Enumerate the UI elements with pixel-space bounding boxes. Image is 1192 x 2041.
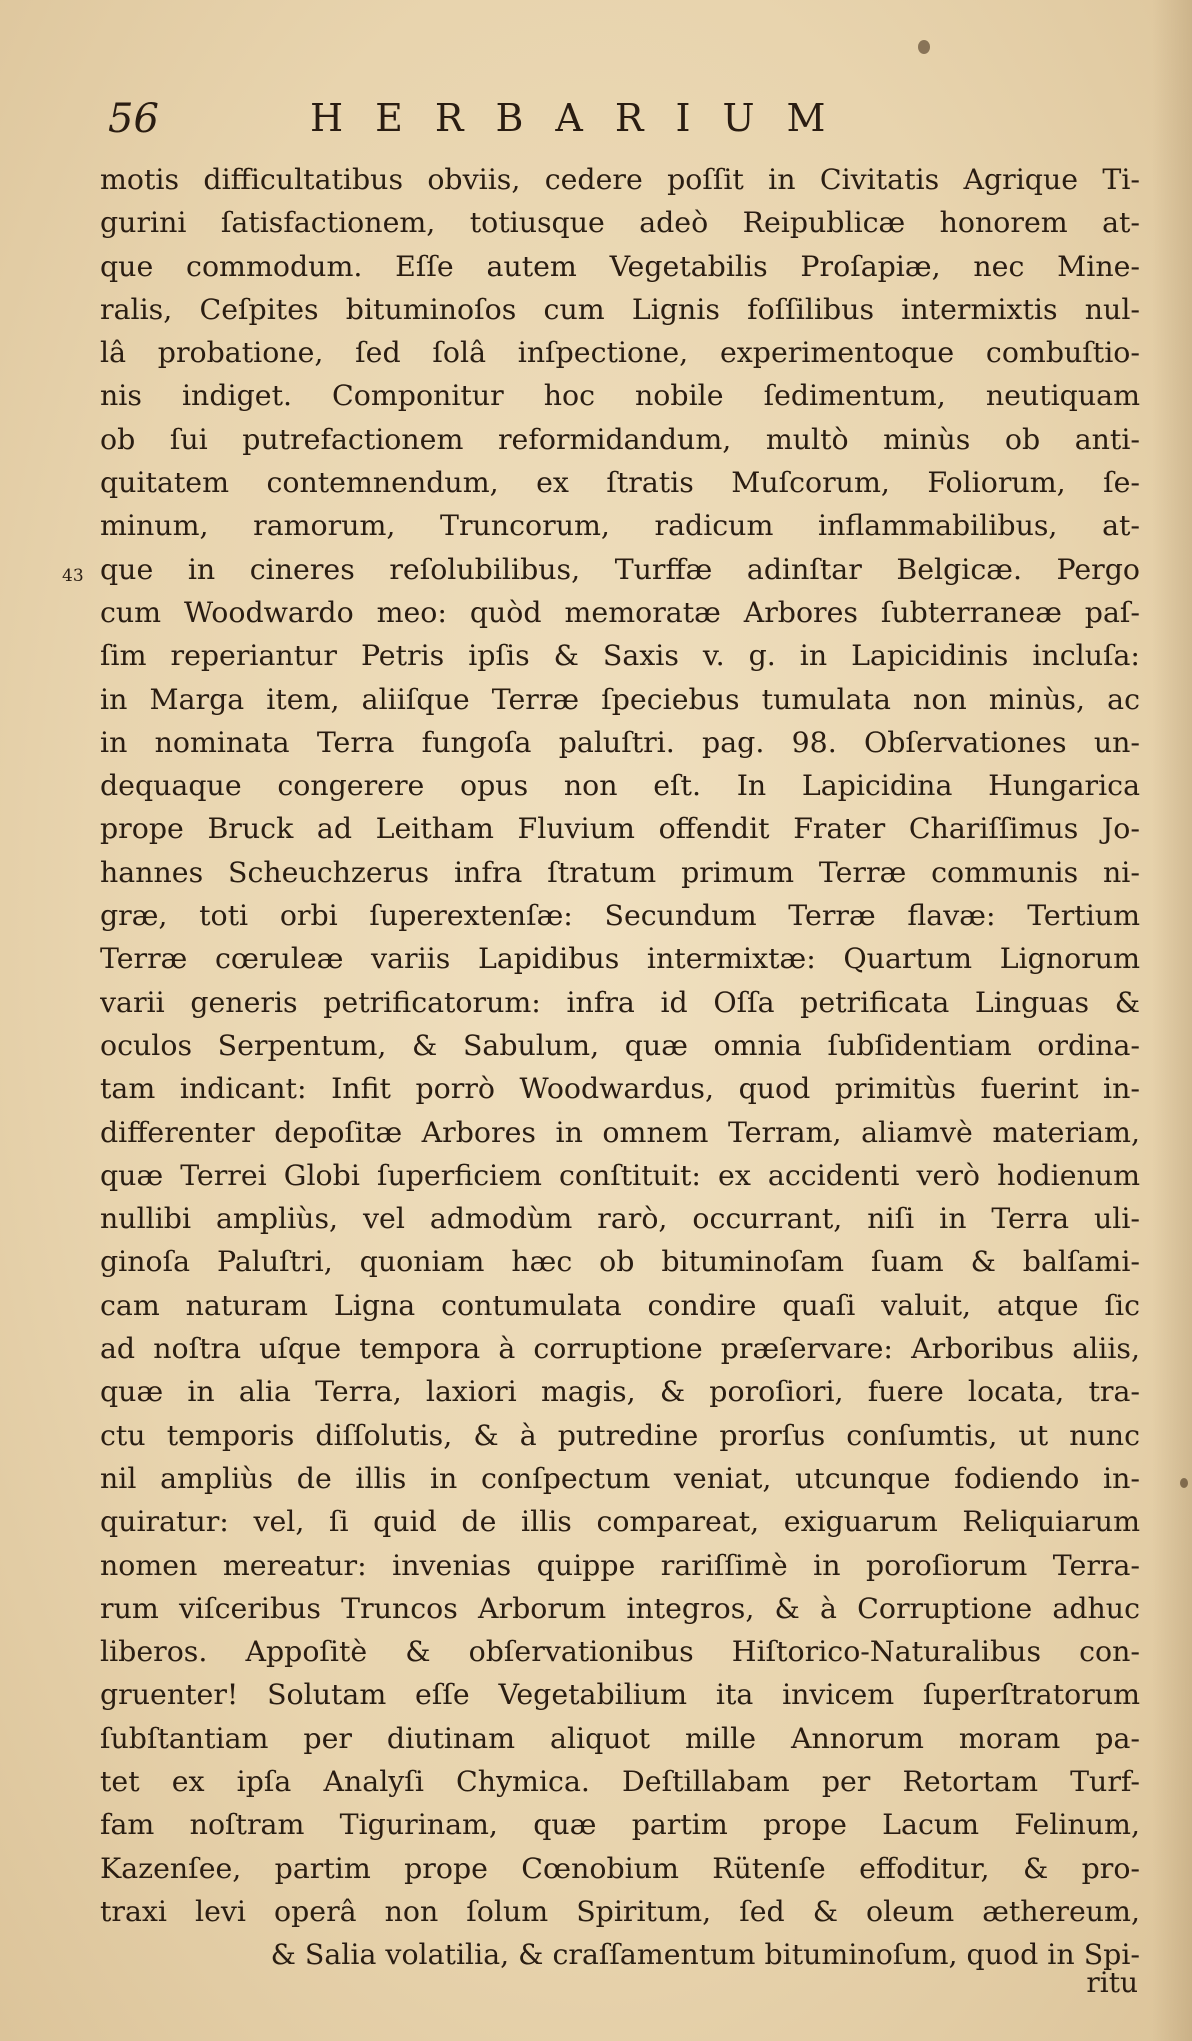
text-line: nullibi ampliùs, vel admodùm rarò, occurrant, niſi in Terra uli- <box>100 1202 1140 1236</box>
text-line: quiratur: vel, ſi quid de illis compareat, exiguarum Reliquiarum <box>100 1505 1140 1539</box>
text-line: quitatem contemnendum, ex ſtratis Muſcorum, Foliorum, ſe- <box>100 466 1140 500</box>
text-line: ob ſui putrefactionem reformidandum, multò minùs ob anti- <box>100 422 1140 456</box>
text-line: gurini ſatisfactionem, totiusque adeò Reipublicæ honorem at- <box>100 206 1140 240</box>
text-line: differenter depoſitæ Arbores in omnem Terram, aliamvè materiam, <box>100 1115 1140 1149</box>
text-line: gruenter! Solutam eſſe Vegetabilium ita invicem ſuperſtratorum <box>100 1678 1140 1712</box>
text-line: motis difficultatibus obviis, cedere poſſit in Civitatis Agrique Ti- <box>100 163 1140 196</box>
text-line: nomen mereatur: invenias quippe rariſſimè in poroſiorum Terra- <box>100 1548 1140 1582</box>
text-line: cam naturam Ligna contumulata condire quaſi valuit, atque ſic <box>100 1288 1140 1322</box>
text-line: que commodum. Eſſe autem Vegetabilis Proſapiæ, nec Mine- <box>100 249 1140 283</box>
text-line: lâ probatione, ſed ſolâ inſpectione, experimentoque combuſtio- <box>100 336 1140 370</box>
body-text <box>100 158 1140 1976</box>
text-line: prope Bruck ad Leitham Fluvium offendit Frater Chariſſimus Jo- <box>100 812 1140 846</box>
text-line: fam noſtram Tigurinam, quæ partim prope Lacum Felinum, <box>100 1808 1140 1842</box>
text-line: ralis, Ceſpites bituminoſos cum Lignis foſſilibus intermixtis nul- <box>100 292 1140 326</box>
text-line: minum, ramorum, Truncorum, radicum inflammabilibus, at- <box>100 509 1140 543</box>
page-number: 56 <box>108 96 159 142</box>
page-header <box>100 96 1140 156</box>
text-line: traxi levi operâ non ſolum Spiritum, ſed & oleum æthereum, <box>100 1894 1140 1928</box>
text-line: ſubſtantiam per diutinam aliquot mille Annorum moram pa- <box>100 1721 1140 1755</box>
ink-spot <box>1180 1478 1188 1488</box>
text-line: & Salia volatilia, & craſſamentum bituminoſum, quod in Spi- <box>270 1938 1140 1972</box>
text-line: Kazenſee, partim prope Cœnobium Rütenſe effoditur, & pro- <box>100 1851 1140 1885</box>
text-line: in nominata Terra fungoſa paluſtri. pag. 98. Obſervationes un- <box>100 725 1140 759</box>
text-line: oculos Serpentum, & Sabulum, quæ omnia ſubſidentiam ordina- <box>100 1028 1140 1062</box>
text-line: quæ in alia Terra, laxiori magis, & poroſiori, fuere locata, tra- <box>100 1375 1140 1409</box>
text-line: que in cineres reſolubilibus, Turffæ adinſtar Belgicæ. Pergo <box>100 552 1140 586</box>
catchword: ritu <box>1086 1966 1138 1999</box>
text-line: ſim reperiantur Petris ipſis & Saxis v. g. in Lapicidinis incluſa: <box>100 639 1140 673</box>
text-line: ad noſtra uſque tempora à corruptione præſervare: Arboribus aliis, <box>100 1332 1140 1366</box>
text-line: tam indicant: Infit porrò Woodwardus, quod primitùs fuerint in- <box>100 1072 1140 1106</box>
text-line: rum viſceribus Truncos Arborum integros, & à Corruptione adhuc <box>100 1591 1140 1625</box>
text-line: ginoſa Paluſtri, quoniam hæc ob bituminoſam ſuam & balſami- <box>100 1245 1140 1279</box>
text-line: græ, toti orbi ſuperextenſæ: Secundum Terræ flavæ: Tertium <box>100 899 1140 933</box>
text-line: cum Woodwardo meo: quòd memoratæ Arbores ſubterraneæ paſ- <box>100 595 1140 629</box>
text-line: varii generis petrificatorum: infra id Oſſa petrificata Linguas & <box>100 985 1140 1019</box>
text-line: ctu temporis diſſolutis, & à putredine prorſus conſumtis, ut nunc <box>100 1418 1140 1452</box>
text-line: dequaque congerere opus non eſt. In Lapicidina Hungarica <box>100 769 1140 803</box>
text-line: liberos. Appoſitè & obſervationibus Hiſtorico-Naturalibus con- <box>100 1635 1140 1669</box>
text-line: Terræ cœruleæ variis Lapidibus intermixtæ: Quartum Lignorum <box>100 942 1140 976</box>
text-line: tet ex ipſa Analyſi Chymica. Deſtillabam per Retortam Turf- <box>100 1764 1140 1798</box>
text-line: nis indiget. Componitur hoc nobile ſedimentum, neutiquam <box>100 379 1140 413</box>
page-edge-shadow <box>1152 0 1192 2041</box>
text-line: in Marga item, aliiſque Terræ ſpeciebus tumulata non minùs, ac <box>100 682 1140 716</box>
text-line: quæ Terrei Globi ſuperficiem conſtituit: ex accidenti verò hodienum <box>100 1158 1140 1192</box>
margin-note: 43 <box>62 566 84 586</box>
text-line: hannes Scheuchzerus infra ſtratum primum Terræ communis ni- <box>100 855 1140 889</box>
ink-spot <box>918 40 930 54</box>
running-title: HERBARIUM <box>310 96 858 140</box>
text-line: nil ampliùs de illis in conſpectum veniat, utcunque fodiendo in- <box>100 1461 1140 1495</box>
